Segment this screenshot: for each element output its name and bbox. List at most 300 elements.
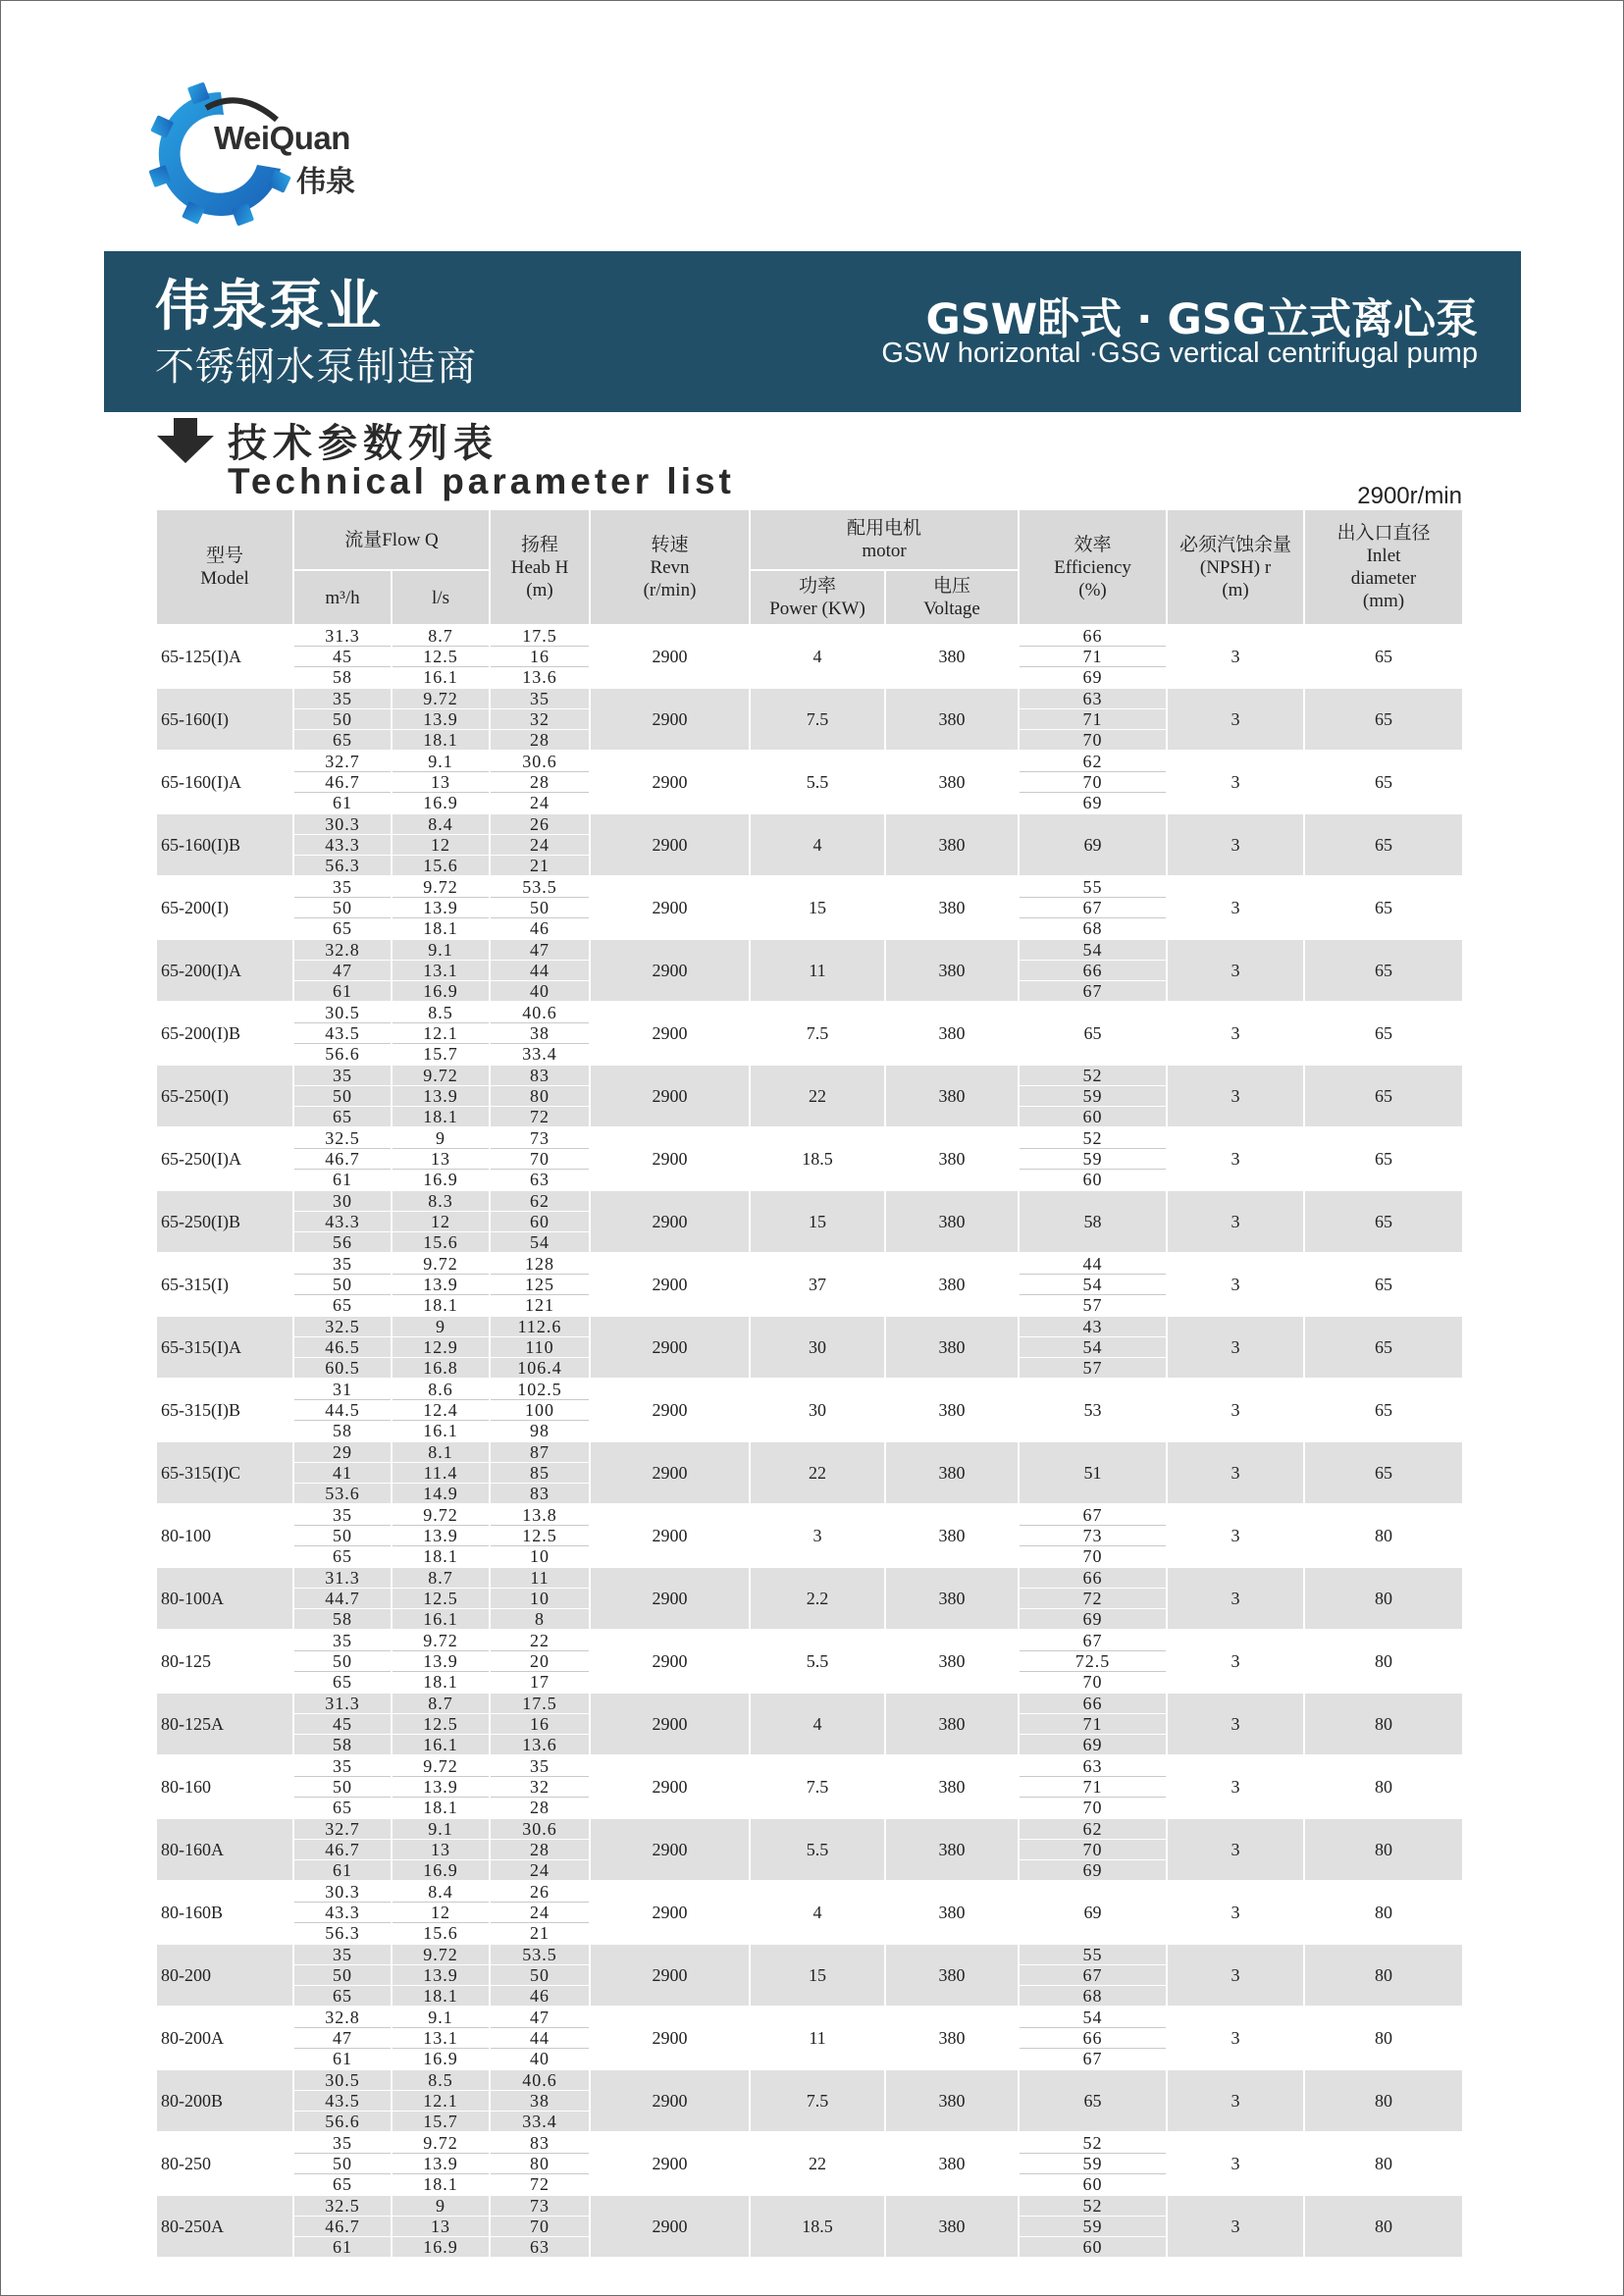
head-cell-value: 54 [491,1231,589,1252]
flow-ls-cell-value: 9.1 [428,1819,453,1839]
flow-m3h-cell-value: 50 [294,897,391,917]
head-cell [490,2069,590,2132]
model-cell: 65-160(I)A [156,751,293,813]
head-cell-value: 80 [491,2153,589,2173]
efficiency-cell-value: 54 [1082,2008,1103,2027]
flow-ls-cell-value: 8.7 [428,1568,453,1588]
flow-ls-cell-value: 14.9 [393,1483,489,1503]
flow-ls-cell-value: 9 [436,1128,445,1148]
flow-m3h-cell [293,1693,392,1755]
flow-m3h-cell [293,1881,392,1944]
efficiency-cell: 65 [1019,1002,1167,1065]
flow-m3h-cell-value: 30.5 [325,1003,360,1022]
model-cell: 80-200 [156,1944,293,2007]
speed-cell: 2900 [590,1693,750,1755]
power-cell: 7.5 [750,2069,885,2132]
head-cell [490,1755,590,1818]
flow-ls-cell [392,1944,490,2007]
flow-ls-cell-value: 12.5 [393,646,489,666]
npsh-cell: 3 [1167,1253,1304,1316]
flow-m3h-cell-value: 50 [294,2153,391,2173]
logo-brand-cn: 伟泉 [296,165,355,199]
voltage-cell: 380 [885,1002,1019,1065]
flow-m3h-cell [293,1630,392,1693]
head-cell-value: 53.5 [522,1945,557,1964]
flow-ls-cell-value: 12.1 [393,1022,489,1043]
model-cell: 65-200(I)B [156,1002,293,1065]
table-row [156,1881,1463,1944]
head-cell-value: 28 [491,771,589,792]
head-cell-value: 70 [491,1148,589,1169]
head-cell-value: 63 [491,2236,589,2257]
npsh-cell: 3 [1167,2007,1304,2069]
power-cell: 11 [750,939,885,1002]
table-row [156,1253,1463,1316]
flow-m3h-cell-value: 50 [294,1085,391,1106]
head-cell [490,1190,590,1253]
flow-ls-cell-value: 16.1 [393,1420,489,1440]
npsh-cell: 3 [1167,751,1304,813]
speed-cell: 2900 [590,1065,750,1127]
head-cell-value: 40.6 [522,2070,557,2090]
flow-m3h-cell [293,1127,392,1190]
flow-m3h-cell-value: 43.3 [294,1902,391,1922]
head-cell-value: 83 [530,1066,550,1085]
head-cell [490,1504,590,1567]
head-cell-value: 26 [530,814,550,834]
head-cell-value: 26 [530,1882,550,1902]
head-cell [490,1441,590,1504]
efficiency-cell [1019,625,1167,688]
table-row [156,1504,1463,1567]
efficiency-cell-value: 71 [1020,1713,1166,1734]
efficiency-cell-value: 67 [1082,1631,1103,1650]
flow-ls-cell-value: 9.72 [423,1066,458,1085]
efficiency-cell [1019,1127,1167,1190]
speed-cell: 2900 [590,813,750,876]
head-cell-value: 24 [491,1859,589,1880]
header-npsh-cn: 必须汽蚀余量 [1179,534,1292,555]
inlet-cell: 65 [1304,1316,1463,1379]
efficiency-cell-value: 54 [1082,940,1103,960]
power-cell: 4 [750,625,885,688]
head-cell-value: 83 [530,2133,550,2153]
header-voltage [885,570,1019,625]
flow-m3h-cell [293,1944,392,2007]
head-cell-value: 100 [491,1399,589,1420]
speed-cell: 2900 [590,1567,750,1630]
head-cell-value: 38 [491,2090,589,2111]
efficiency-cell-value: 63 [1082,689,1103,708]
company-name: 伟泉泵业 [155,275,383,339]
flow-ls-cell-value: 18.1 [393,917,489,938]
efficiency-cell-value: 71 [1020,708,1166,729]
head-cell-value: 70 [491,2216,589,2236]
efficiency-cell-value: 59 [1020,1148,1166,1169]
power-cell: 15 [750,876,885,939]
header-flow-m3h: m³/h [293,570,392,625]
npsh-cell: 3 [1167,1065,1304,1127]
flow-ls-cell [392,2069,490,2132]
power-cell: 22 [750,1441,885,1504]
table-row [156,2069,1463,2132]
efficiency-cell-value: 67 [1020,897,1166,917]
efficiency-cell-value: 54 [1020,1336,1166,1357]
header-voltage-cn: 电压 [933,576,971,597]
flow-m3h-cell-value: 50 [294,1650,391,1671]
efficiency-cell-value: 59 [1020,2153,1166,2173]
header-speed-en: Revn [650,556,690,578]
flow-ls-cell-value: 8.4 [428,1882,453,1902]
flow-m3h-cell [293,1002,392,1065]
header-npsh [1167,509,1304,625]
header-banner [104,251,1521,412]
efficiency-cell [1019,2132,1167,2195]
inlet-cell: 80 [1304,1818,1463,1881]
power-cell: 37 [750,1253,885,1316]
flow-m3h-cell-value: 61 [294,980,391,1001]
header-speed [590,509,750,625]
flow-ls-cell [392,1567,490,1630]
head-cell-value: 87 [530,1442,550,1462]
efficiency-cell-value: 55 [1082,1945,1103,1964]
npsh-cell: 3 [1167,1379,1304,1441]
flow-ls-cell [392,625,490,688]
speed-cell: 2900 [590,1818,750,1881]
flow-m3h-cell-value: 56.3 [294,855,391,875]
npsh-cell: 3 [1167,1190,1304,1253]
flow-ls-cell-value: 16.9 [393,1169,489,1189]
head-cell-value: 60 [491,1211,589,1231]
head-cell-value: 28 [491,729,589,750]
flow-ls-cell-value: 13.9 [393,897,489,917]
efficiency-cell: 58 [1019,1190,1167,1253]
product-title-cn: GSW卧式 · GSG立式离心泵 [925,295,1478,344]
header-inlet-en-2: diameter [1350,568,1417,589]
head-cell [490,751,590,813]
flow-ls-cell-value: 13 [393,771,489,792]
flow-ls-cell-value: 16.1 [393,1734,489,1754]
flow-ls-cell-value: 9.72 [423,2133,458,2153]
power-cell: 5.5 [750,1818,885,1881]
head-cell [490,2007,590,2069]
efficiency-cell [1019,1755,1167,1818]
section-title-en: Technical parameter list [228,461,735,501]
flow-m3h-cell-value: 44.7 [294,1588,391,1608]
efficiency-cell-value: 69 [1020,792,1166,812]
head-cell [490,1379,590,1441]
flow-m3h-cell-value: 46.7 [294,1148,391,1169]
head-cell-value: 10 [491,1588,589,1608]
speed-cell: 2900 [590,1253,750,1316]
efficiency-cell-value: 60 [1020,1106,1166,1126]
flow-ls-cell-value: 18.1 [393,1671,489,1692]
flow-m3h-cell-value: 58 [294,1420,391,1440]
model-cell: 65-200(I)A [156,939,293,1002]
header-inlet-unit: (mm) [1362,591,1405,611]
flow-ls-cell [392,1441,490,1504]
flow-m3h-cell-value: 44.5 [294,1399,391,1420]
table-row [156,1630,1463,1693]
flow-m3h-cell-value: 56.6 [294,2111,391,2131]
efficiency-cell-value: 69 [1020,666,1166,687]
flow-m3h-cell [293,2007,392,2069]
efficiency-cell: 69 [1019,1881,1167,1944]
flow-ls-cell-value: 18.1 [393,1545,489,1566]
flow-ls-cell-value: 13 [393,2216,489,2236]
efficiency-cell-value: 54 [1020,1274,1166,1294]
head-cell [490,688,590,751]
head-cell-value: 24 [491,792,589,812]
head-cell [490,2195,590,2258]
flow-ls-cell-value: 13.9 [393,1274,489,1294]
speed-cell: 2900 [590,1755,750,1818]
voltage-cell: 380 [885,751,1019,813]
flow-ls-cell-value: 9.72 [423,1756,458,1776]
head-cell-value: 28 [491,1797,589,1817]
efficiency-cell [1019,688,1167,751]
head-cell [490,2132,590,2195]
head-cell-value: 38 [491,1022,589,1043]
voltage-cell: 380 [885,1316,1019,1379]
flow-ls-cell-value: 18.1 [393,729,489,750]
flow-m3h-cell-value: 35 [333,1945,352,1964]
flow-m3h-cell [293,1253,392,1316]
flow-ls-cell-value: 16.1 [393,1608,489,1629]
power-cell: 22 [750,1065,885,1127]
inlet-cell: 80 [1304,1504,1463,1567]
logo [147,80,383,228]
head-cell [490,1253,590,1316]
header-model-en: Model [200,568,249,589]
flow-m3h-cell [293,1441,392,1504]
flow-ls-cell-value: 9.72 [423,1631,458,1650]
header-eff-unit: (%) [1078,579,1107,600]
voltage-cell: 380 [885,688,1019,751]
flow-ls-cell-value: 9.72 [423,877,458,897]
flow-m3h-cell-value: 46.5 [294,1336,391,1357]
flow-ls-cell [392,1253,490,1316]
efficiency-cell-value: 43 [1082,1317,1103,1336]
model-cell: 80-250 [156,2132,293,2195]
inlet-cell: 65 [1304,939,1463,1002]
model-cell: 65-250(I)A [156,1127,293,1190]
efficiency-cell-value: 72 [1020,1588,1166,1608]
head-cell-value: 33.4 [491,1043,589,1064]
product-title-en: GSW horizontal ·GSG vertical centrifugal pump [881,338,1478,369]
flow-ls-cell [392,1190,490,1253]
flow-m3h-cell [293,625,392,688]
flow-m3h-cell-value: 45 [294,646,391,666]
head-cell-value: 46 [491,1985,589,2006]
efficiency-cell [1019,876,1167,939]
head-cell-value: 44 [491,2027,589,2048]
power-cell: 7.5 [750,688,885,751]
flow-m3h-cell-value: 31 [333,1380,352,1399]
efficiency-cell [1019,1253,1167,1316]
inlet-cell: 80 [1304,1881,1463,1944]
flow-m3h-cell-value: 58 [294,1608,391,1629]
flow-m3h-cell-value: 32.5 [325,2196,360,2216]
header-flow: 流量Flow Q [293,509,490,570]
flow-m3h-cell-value: 31.3 [325,1568,360,1588]
head-cell-value: 85 [491,1462,589,1483]
header-head [490,509,590,625]
flow-ls-cell [392,2007,490,2069]
flow-ls-cell-value: 12 [393,1211,489,1231]
flow-ls-cell [392,1065,490,1127]
flow-m3h-cell-value: 65 [294,1545,391,1566]
efficiency-cell-value: 68 [1020,917,1166,938]
flow-m3h-cell-value: 32.5 [325,1317,360,1336]
head-cell-value: 20 [491,1650,589,1671]
efficiency-cell-value: 66 [1082,1694,1103,1713]
flow-ls-cell-value: 12 [393,834,489,855]
flow-ls-cell-value: 16.1 [393,666,489,687]
efficiency-cell: 69 [1019,813,1167,876]
voltage-cell: 380 [885,1755,1019,1818]
header-npsh-unit: (m) [1222,579,1249,600]
flow-ls-cell-value: 18.1 [393,1294,489,1315]
header-efficiency [1019,509,1167,625]
head-cell-value: 40.6 [522,1003,557,1022]
efficiency-cell: 53 [1019,1379,1167,1441]
efficiency-cell-value: 52 [1082,2196,1103,2216]
flow-m3h-cell-value: 43.3 [294,1211,391,1231]
flow-m3h-cell [293,1190,392,1253]
flow-ls-cell-value: 8.5 [428,1003,453,1022]
flow-ls-cell-value: 18.1 [393,1106,489,1126]
flow-ls-cell-value: 16.9 [393,2236,489,2257]
flow-ls-cell-value: 13.9 [393,1085,489,1106]
efficiency-cell-value: 73 [1020,1525,1166,1545]
flow-ls-cell-value: 16.9 [393,1859,489,1880]
inlet-cell: 65 [1304,1441,1463,1504]
voltage-cell: 380 [885,1504,1019,1567]
npsh-cell: 3 [1167,813,1304,876]
flow-ls-cell-value: 13.1 [393,960,489,980]
power-cell: 7.5 [750,1755,885,1818]
flow-ls-cell-value: 12.4 [393,1399,489,1420]
flow-m3h-cell-value: 46.7 [294,2216,391,2236]
efficiency-cell-value: 69 [1020,1859,1166,1880]
speed-cell: 2900 [590,2195,750,2258]
npsh-cell: 3 [1167,1567,1304,1630]
table-row [156,1316,1463,1379]
flow-ls-cell-value: 13.9 [393,708,489,729]
flow-m3h-cell-value: 56.6 [294,1043,391,1064]
flow-m3h-cell-value: 65 [294,2173,391,2194]
flow-m3h-cell-value: 65 [294,729,391,750]
power-cell: 3 [750,1504,885,1567]
npsh-cell: 3 [1167,1441,1304,1504]
voltage-cell: 380 [885,1944,1019,2007]
flow-m3h-cell-value: 65 [294,1671,391,1692]
table-row [156,1127,1463,1190]
power-cell: 4 [750,1881,885,1944]
npsh-cell: 3 [1167,1127,1304,1190]
flow-ls-cell [392,1818,490,1881]
efficiency-cell-value: 70 [1020,1545,1166,1566]
head-cell-value: 40 [491,980,589,1001]
voltage-cell: 380 [885,1379,1019,1441]
flow-m3h-cell-value: 61 [294,1169,391,1189]
power-cell: 4 [750,1693,885,1755]
model-cell: 65-160(I) [156,688,293,751]
inlet-cell: 65 [1304,1190,1463,1253]
flow-m3h-cell-value: 43.3 [294,834,391,855]
speed-cell: 2900 [590,1504,750,1567]
flow-ls-cell-value: 9.1 [428,940,453,960]
inlet-cell: 80 [1304,2195,1463,2258]
power-cell: 15 [750,1944,885,2007]
down-arrow-icon [157,418,214,463]
head-cell-value: 35 [530,1756,550,1776]
logo-brand-en: WeiQuan [214,120,350,156]
head-cell-value: 110 [491,1336,589,1357]
flow-m3h-cell-value: 50 [294,1776,391,1797]
flow-ls-cell-value: 12.5 [393,1588,489,1608]
inlet-cell: 65 [1304,1127,1463,1190]
head-cell-value: 73 [530,1128,550,1148]
head-cell-value: 121 [491,1294,589,1315]
flow-m3h-cell-value: 35 [333,877,352,897]
flow-ls-cell [392,1630,490,1693]
head-cell-value: 17 [491,1671,589,1692]
table-row [156,1379,1463,1441]
head-cell [490,1881,590,1944]
power-cell: 4 [750,813,885,876]
efficiency-cell-value: 55 [1082,877,1103,897]
flow-m3h-cell-value: 32.8 [325,2008,360,2027]
flow-m3h-cell-value: 30.3 [325,814,360,834]
flow-ls-cell-value: 13 [393,1839,489,1859]
power-cell: 30 [750,1316,885,1379]
head-cell-value: 16 [491,646,589,666]
flow-ls-cell [392,813,490,876]
flow-m3h-cell [293,1379,392,1441]
flow-ls-cell-value: 9.1 [428,2008,453,2027]
flow-ls-cell-value: 13.1 [393,2027,489,2048]
header-model [156,509,293,625]
head-cell-value: 33.4 [491,2111,589,2131]
head-cell-value: 50 [491,897,589,917]
head-cell-value: 46 [491,917,589,938]
efficiency-cell-value: 66 [1082,626,1103,646]
head-cell-value: 112.6 [517,1317,562,1336]
voltage-cell: 380 [885,1065,1019,1127]
head-cell-value: 35 [530,689,550,708]
flow-ls-cell-value: 9 [436,2196,445,2216]
flow-m3h-cell-value: 35 [333,1756,352,1776]
head-cell-value: 16 [491,1713,589,1734]
flow-m3h-cell-value: 32.7 [325,752,360,771]
flow-m3h-cell [293,1755,392,1818]
head-cell-value: 13.6 [491,666,589,687]
efficiency-cell-value: 62 [1082,752,1103,771]
flow-m3h-cell-value: 61 [294,1859,391,1880]
table-row [156,688,1463,751]
efficiency-cell-value: 44 [1082,1254,1103,1274]
head-cell-value: 11 [530,1568,550,1588]
header-motor [750,509,1019,570]
voltage-cell: 380 [885,813,1019,876]
table-row [156,1190,1463,1253]
inlet-cell: 65 [1304,751,1463,813]
head-cell-value: 24 [491,1902,589,1922]
efficiency-cell [1019,1567,1167,1630]
model-cell: 80-200B [156,2069,293,2132]
